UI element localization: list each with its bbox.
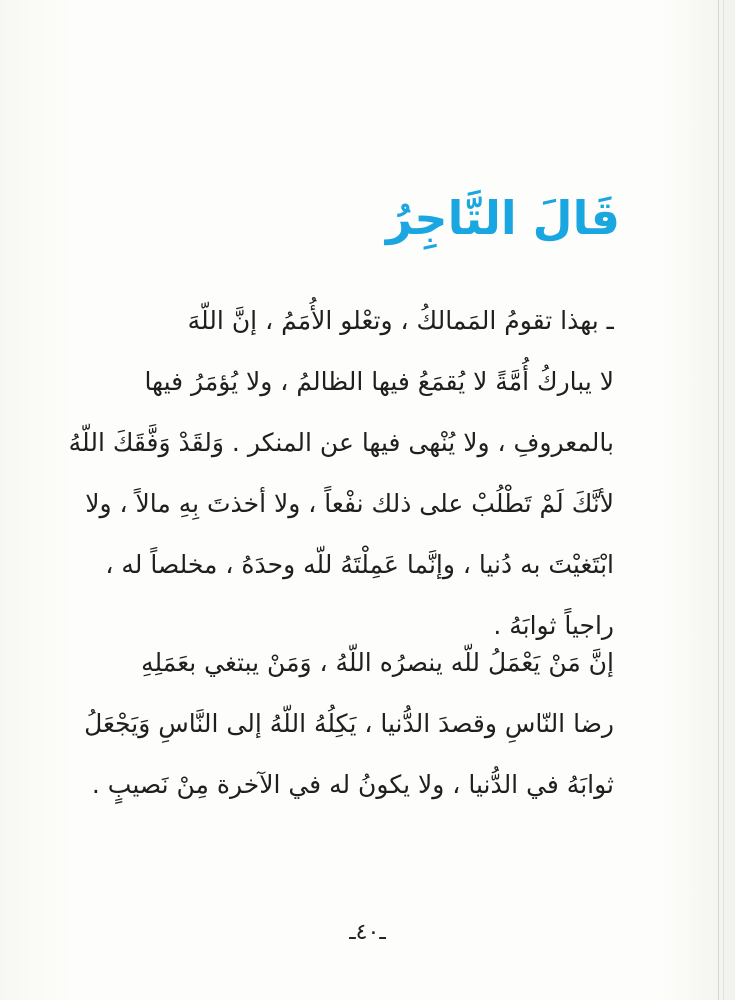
page-edge-line [718, 0, 719, 1000]
text-line: لا يباركُ أُمَّةً لا يُقمَعُ فيها الظالمُ ، ولا يُؤمَرُ فيها [144, 367, 614, 396]
text-line: ثوابَهُ في الدُّنيا ، ولا يكونُ له في الآخرة مِنْ نَصيبٍ . [91, 770, 614, 799]
chapter-title: قَالَ التَّاجِرُ [385, 191, 620, 245]
page-edge-line [723, 0, 724, 1000]
text-line: ابْتَغيْتَ به دُنيا ، وإنَّما عَمِلْتَهُ للّه وحدَهُ ، مخلصاً له ، [105, 550, 614, 579]
text-line: راجياً ثوابَهُ . [493, 611, 614, 640]
text-line: إنَّ مَنْ يَعْمَلُ للّه ينصرُه اللّهُ ، وَمَنْ يبتغي بعَمَلِهِ [141, 648, 614, 677]
text-line: لأنَّكَ لَمْ تَطْلُبْ على ذلك نفْعاً ، ولا أخذتَ بِهِ مالاً ، ولا [85, 489, 614, 518]
paragraph-2 [54, 632, 614, 815]
text-line: ـ بهذا تقومُ المَمالكُ ، وتعْلو الأُمَمُ ، إنَّ اللّهَ [187, 306, 614, 335]
paragraph-1 [54, 290, 614, 656]
text-line: بالمعروفِ ، ولا يُنْهى فيها عن المنكر . وَلقَدْ وَفَّقَكَ اللّهُ [68, 428, 614, 457]
text-line: رضا النّاسِ وقصدَ الدُّنيا ، يَكِلُهُ اللّهُ إلى النَّاسِ وَيَجْعَلُ [84, 709, 614, 738]
page-number: ـ٤٠ـ [349, 920, 386, 945]
